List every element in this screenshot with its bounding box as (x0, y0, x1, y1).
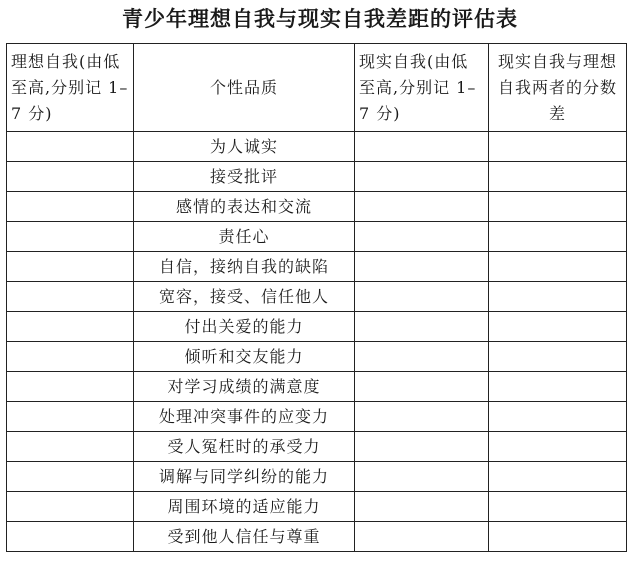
header-real-self-label: 现实自我(由低至高,分别记 1–7 分) (359, 51, 477, 123)
real-score-cell[interactable] (355, 162, 489, 192)
table-row (7, 492, 627, 522)
quality-cell: 周围环境的适应能力 (134, 492, 355, 522)
table-row (7, 282, 627, 312)
score-difference-cell[interactable] (489, 162, 627, 192)
score-difference-cell[interactable] (489, 342, 627, 372)
ideal-score-cell[interactable] (7, 492, 134, 522)
quality-cell: 调解与同学纠纷的能力 (134, 462, 355, 492)
quality-cell: 倾听和交友能力 (134, 342, 355, 372)
assessment-table (6, 43, 627, 552)
ideal-score-cell[interactable] (7, 522, 134, 552)
quality-cell: 处理冲突事件的应变力 (134, 402, 355, 432)
table-row (7, 522, 627, 552)
ideal-score-cell[interactable] (7, 222, 134, 252)
real-score-cell[interactable] (355, 252, 489, 282)
ideal-score-cell[interactable] (7, 192, 134, 222)
table-row (7, 312, 627, 342)
table-row (7, 132, 627, 162)
table-title: 青少年理想自我与现实自我差距的评估表 (122, 6, 518, 31)
real-score-cell[interactable] (355, 282, 489, 312)
quality-cell: 感情的表达和交流 (134, 192, 355, 222)
real-score-cell[interactable] (355, 462, 489, 492)
real-score-cell[interactable] (355, 132, 489, 162)
score-difference-cell[interactable] (489, 312, 627, 342)
real-score-cell[interactable] (355, 492, 489, 522)
header-score-difference-label: 现实自我与理想自我两者的分数差 (497, 51, 617, 123)
ideal-score-cell[interactable] (7, 402, 134, 432)
table-body (7, 132, 627, 552)
table-row (7, 402, 627, 432)
real-score-cell[interactable] (355, 372, 489, 402)
real-score-cell[interactable] (355, 402, 489, 432)
real-score-cell[interactable] (355, 432, 489, 462)
ideal-score-cell[interactable] (7, 342, 134, 372)
real-score-cell[interactable] (355, 312, 489, 342)
table-row (7, 162, 627, 192)
score-difference-cell[interactable] (489, 372, 627, 402)
score-difference-cell[interactable] (489, 192, 627, 222)
header-real-self (355, 44, 489, 132)
ideal-score-cell[interactable] (7, 132, 134, 162)
quality-cell: 对学习成绩的满意度 (134, 372, 355, 402)
table-row (7, 432, 627, 462)
ideal-score-cell[interactable] (7, 252, 134, 282)
quality-cell: 自信，接纳自我的缺陷 (134, 252, 355, 282)
score-difference-cell[interactable] (489, 432, 627, 462)
table-row (7, 462, 627, 492)
quality-cell: 责任心 (134, 222, 355, 252)
header-score-difference (489, 44, 627, 132)
quality-cell: 付出关爱的能力 (134, 312, 355, 342)
score-difference-cell[interactable] (489, 522, 627, 552)
real-score-cell[interactable] (355, 522, 489, 552)
quality-cell: 受到他人信任与尊重 (134, 522, 355, 552)
ideal-score-cell[interactable] (7, 432, 134, 462)
score-difference-cell[interactable] (489, 132, 627, 162)
score-difference-cell[interactable] (489, 402, 627, 432)
ideal-score-cell[interactable] (7, 462, 134, 492)
header-personality-quality-label: 个性品质 (209, 77, 278, 97)
real-score-cell[interactable] (355, 222, 489, 252)
quality-cell: 接受批评 (134, 162, 355, 192)
ideal-score-cell[interactable] (7, 282, 134, 312)
score-difference-cell[interactable] (489, 492, 627, 522)
quality-cell: 宽容，接受、信任他人 (134, 282, 355, 312)
ideal-score-cell[interactable] (7, 312, 134, 342)
score-difference-cell[interactable] (489, 252, 627, 282)
quality-cell: 受人冤枉时的承受力 (134, 432, 355, 462)
table-row (7, 342, 627, 372)
ideal-score-cell[interactable] (7, 162, 134, 192)
table-row (7, 252, 627, 282)
real-score-cell[interactable] (355, 192, 489, 222)
header-ideal-self (7, 44, 134, 132)
ideal-score-cell[interactable] (7, 372, 134, 402)
real-score-cell[interactable] (355, 342, 489, 372)
header-row (7, 44, 627, 132)
score-difference-cell[interactable] (489, 282, 627, 312)
score-difference-cell[interactable] (489, 222, 627, 252)
header-personality-quality (134, 44, 355, 132)
score-difference-cell[interactable] (489, 462, 627, 492)
table-row (7, 372, 627, 402)
header-ideal-self-label: 理想自我(由低至高,分别记 1–7 分) (11, 51, 129, 123)
table-row (7, 192, 627, 222)
table-row (7, 222, 627, 252)
quality-cell: 为人诚实 (134, 132, 355, 162)
